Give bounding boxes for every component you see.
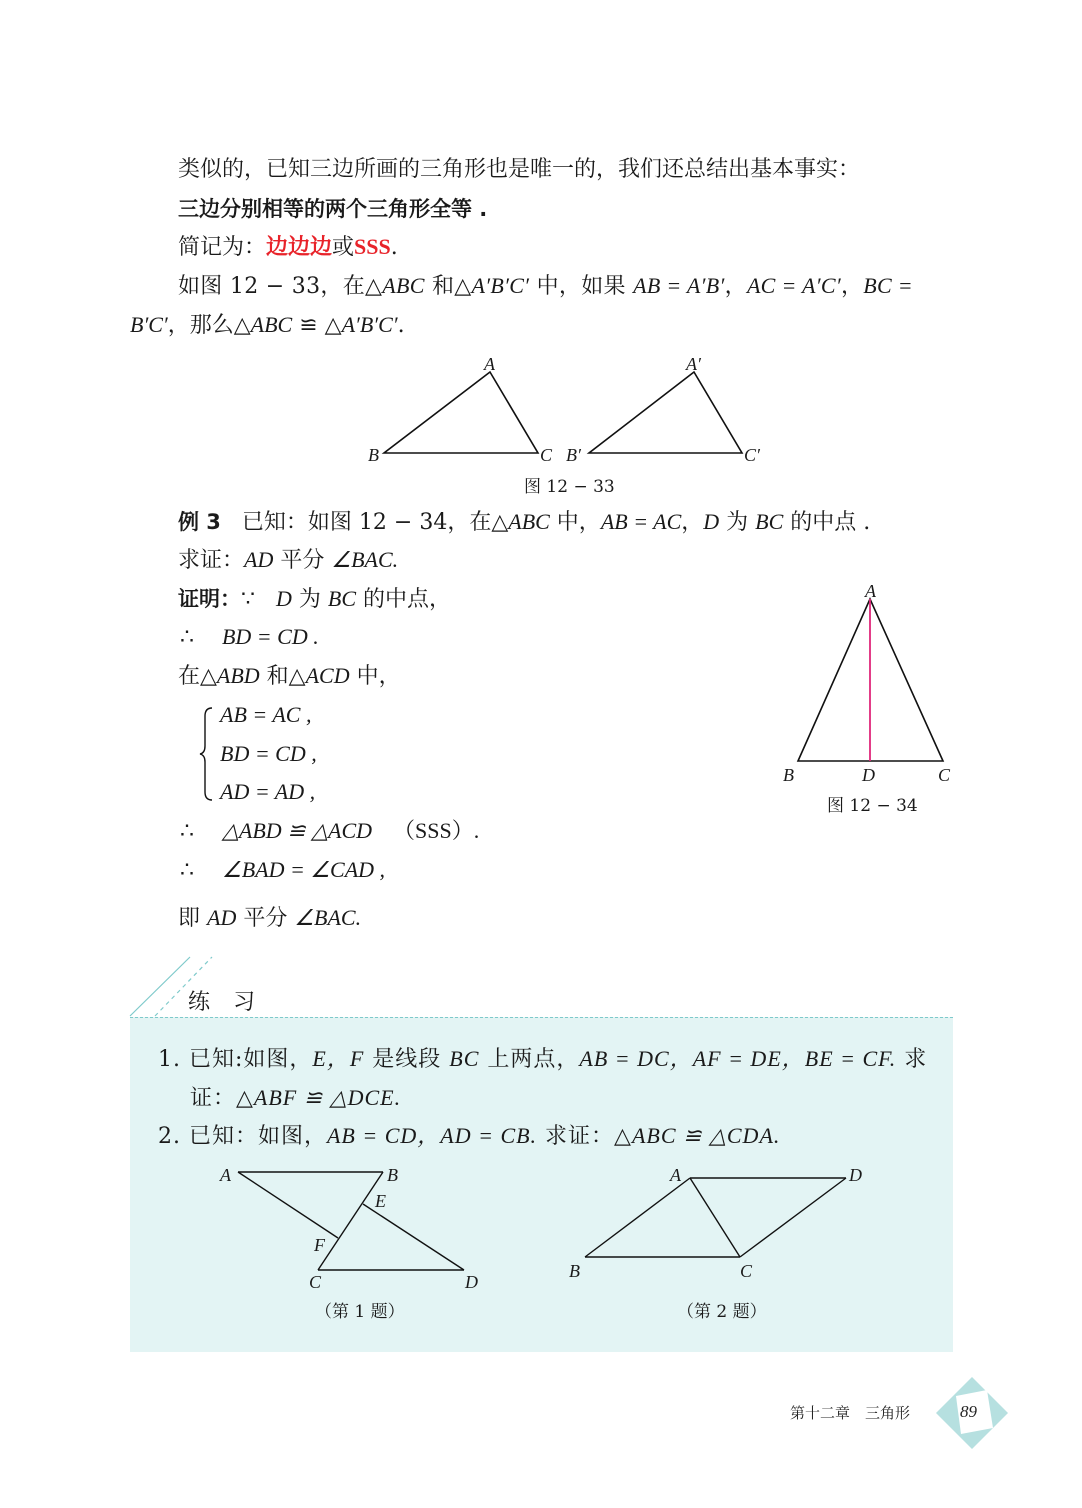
label-D: D <box>465 1272 478 1292</box>
abbreviation-prefix: 简记为： <box>178 235 267 260</box>
math: AD <box>207 905 237 930</box>
label-C: C <box>740 1261 753 1281</box>
math: E，F <box>312 1046 365 1071</box>
math: AB = AC <box>600 509 682 534</box>
math: AB = A′B′ <box>633 273 725 298</box>
text: 中， <box>349 664 401 689</box>
math: ABC <box>382 273 425 298</box>
abbreviation-period: . <box>390 235 398 260</box>
math: AB = CD，AD = CB. <box>326 1123 538 1148</box>
abbreviation-sss: SSS <box>354 234 391 259</box>
label-C-prime: C′ <box>744 445 760 465</box>
math: D <box>275 586 292 611</box>
exercise-title: 练 习 <box>188 990 263 1015</box>
label-B: B <box>368 445 379 465</box>
reason: （SSS）. <box>393 818 480 843</box>
example3-label: 例 3 <box>178 510 221 534</box>
basic-fact: 三边分别相等的两个三角形全等 . <box>178 197 488 221</box>
label-C: C <box>540 445 553 465</box>
text: 求 <box>896 1047 928 1072</box>
math: AD <box>244 547 274 572</box>
exercise-figure-1-caption: （第 1 题） <box>315 1302 405 1322</box>
label-F: F <box>314 1235 325 1255</box>
math: A′B′C′ <box>471 273 530 298</box>
math: B′C′ <box>130 312 168 337</box>
text: 平分 <box>273 548 332 573</box>
therefore-symbol: ∴ <box>180 858 194 883</box>
math: △ABD ≌ △ACD <box>221 818 373 843</box>
text: 在△ <box>178 664 217 689</box>
label-A: A <box>220 1165 231 1185</box>
math: ABC <box>250 312 293 337</box>
system-eq-1: AB = AC , <box>220 702 312 727</box>
proof-label: 证明： <box>178 587 241 611</box>
math: BD = CD . <box>221 624 319 649</box>
label-D: D <box>862 765 875 785</box>
text: 和△ <box>259 664 306 689</box>
text: 即 <box>178 906 207 931</box>
text: 平分 <box>236 906 295 931</box>
text: . <box>397 313 405 338</box>
math: D <box>703 509 720 534</box>
text: ≌ △ <box>292 313 342 338</box>
math: ABC <box>508 509 550 534</box>
math: A′B′C′ <box>341 312 398 337</box>
math: AB = DC，AF = DE，BE = CF. <box>579 1046 897 1071</box>
math: ∠BAC. <box>331 547 399 572</box>
label-B: B <box>569 1261 580 1281</box>
math: ∠BAD = ∠CAD , <box>221 857 386 882</box>
exercise-figure-2-caption: （第 2 题） <box>677 1302 767 1322</box>
text: 1. 已知:如图， <box>158 1047 313 1072</box>
page-number: 89 <box>960 1402 977 1421</box>
text: 的中点 . <box>783 510 871 535</box>
abbreviation-or: 或 <box>332 235 355 260</box>
intro-paragraph: 类似的，已知三边所画的三角形也是唯一的，我们还总结出基本事实： <box>178 157 861 182</box>
label-B: B <box>387 1165 398 1185</box>
label-E: E <box>375 1191 386 1211</box>
math: ABC ≌ △CDA. <box>631 1123 781 1148</box>
text: 中， <box>549 510 601 535</box>
system-eq-2: BD = CD , <box>220 741 317 766</box>
text: ， <box>681 510 704 535</box>
label-A: A <box>484 354 495 374</box>
math: BC <box>449 1046 480 1071</box>
text: 为 <box>291 587 328 612</box>
math: AC = A′C′ <box>746 273 841 298</box>
math: ABF ≌ △DCE. <box>253 1085 402 1110</box>
text: 和△ <box>424 274 472 299</box>
math: ∠BAC. <box>294 905 362 930</box>
text: ， <box>840 274 864 299</box>
text: 如图 12 − 33，在△ <box>178 274 383 299</box>
label-B: B <box>783 765 794 785</box>
text: 为 <box>719 510 756 535</box>
text: 中，如果 <box>529 274 634 299</box>
math: ACD <box>305 663 350 688</box>
text: 已知：如图 12 − 34，在△ <box>241 510 509 535</box>
label-B-prime: B′ <box>566 445 581 465</box>
abbreviation-sss-chinese: 边边边 <box>266 234 333 260</box>
label-D: D <box>849 1165 862 1185</box>
math: BC <box>327 586 356 611</box>
label-A-prime: A′ <box>686 354 701 374</box>
therefore-symbol: ∴ <box>180 625 194 650</box>
math: BC = <box>863 273 913 298</box>
text: 的中点， <box>356 587 451 612</box>
label-A: A <box>670 1165 681 1185</box>
text: 上两点， <box>479 1047 580 1072</box>
text: ， <box>724 274 747 299</box>
system-eq-3: AD = AD , <box>220 779 316 804</box>
label-C: C <box>309 1272 322 1292</box>
text: 求证：△ <box>537 1124 632 1149</box>
label-C: C <box>938 765 951 785</box>
math: BC <box>755 509 784 534</box>
text: 证：△ <box>190 1086 254 1111</box>
therefore-symbol: ∴ <box>180 819 194 844</box>
text: 求证： <box>178 548 245 573</box>
text: 2. 已知：如图， <box>158 1124 327 1149</box>
figure-12-34-caption: 图 12 − 34 <box>827 796 918 816</box>
because-symbol: ∵ <box>241 587 255 612</box>
chapter-title: 第十二章 三角形 <box>790 1404 911 1422</box>
label-A: A <box>865 581 876 601</box>
figure-12-33-caption: 图 12 − 33 <box>524 477 615 497</box>
text: ，那么△ <box>167 313 251 338</box>
text: 是线段 <box>364 1047 450 1072</box>
math: ABD <box>216 663 260 688</box>
